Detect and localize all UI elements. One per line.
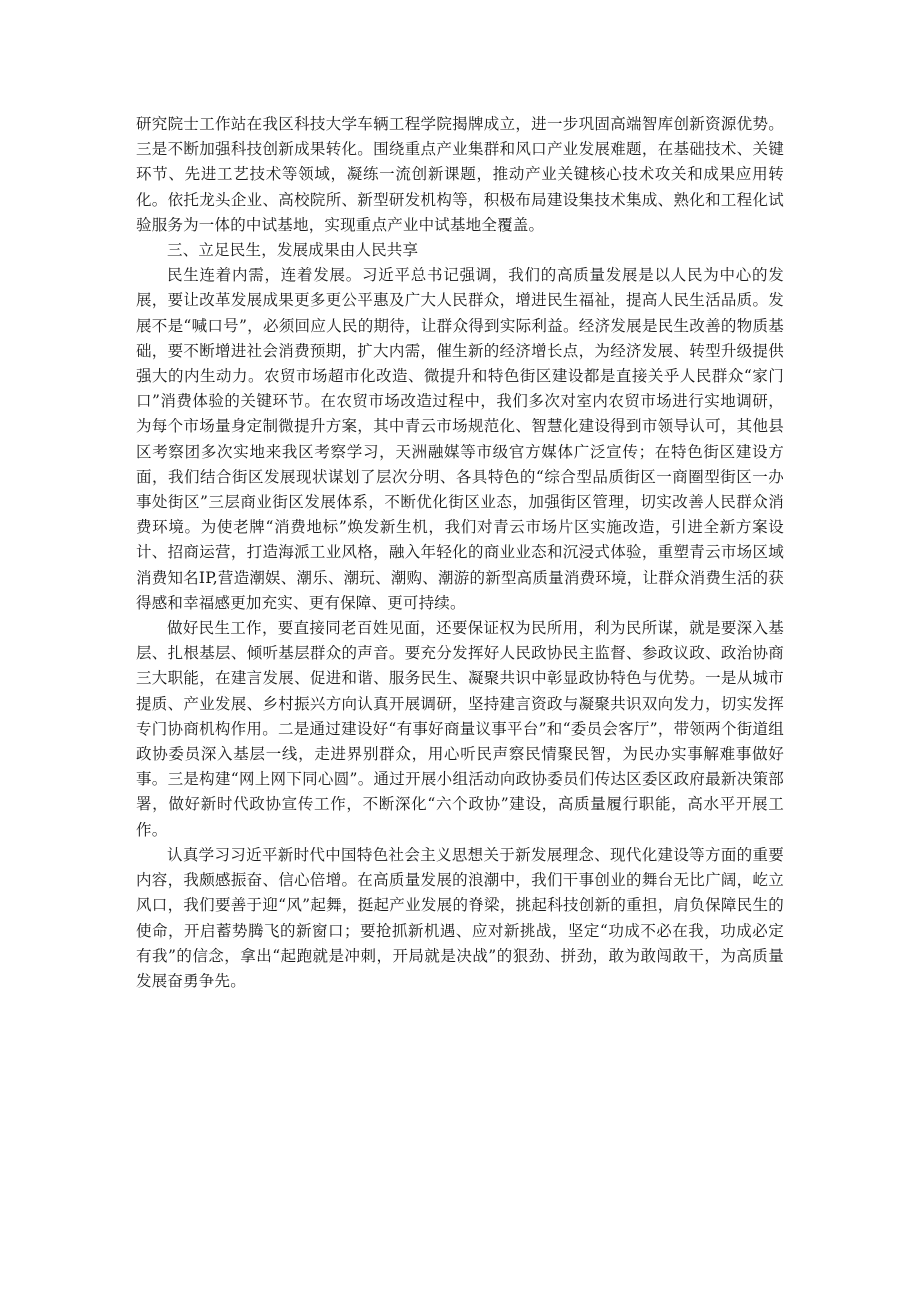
section-heading: 三、立足民生，发展成果由人民共享 bbox=[167, 241, 419, 260]
paragraph-continuation: 研究院士工作站在我区科技大学车辆工程学院揭牌成立，进一步巩固高端智库创新资源优势。三是不断加强科技创新成果转化。围绕重点产业集群和风口产业发展难题，在基础技术、关键环节、先进工艺技术等领域，凝练一流创新课题，推动产业关键核心技术攻关和成果应用转化。依托龙头企业、高校院所、新型研发机构等，积极布局建设集技术集成、熟化和工程化试验服务为一体的中试基地，实现重点产业中试基地全覆盖。 bbox=[136, 115, 784, 234]
paragraph-livelihood: 民生连着内需，连着发展。习近平总书记强调，我们的高质量发展是以人民为中心的发展，要让改革发展成果更多更公平惠及广大人民群众，增进民生福祉，提高人民生活品质。发展不是“喊口号”，必须回应人民的期待，让群众得到实际利益。经济发展是民生改善的物质基础，要不断增进社会消费预期，扩大内需，催生新的经济增长点，为经济发展、转型升级提供强大的内生动力。农贸市场超市化改造、微提升和特色街区建设都是直接关乎人民群众“家门口”消费体验的关键环节。在农贸市场改造过程中，我们多次对室内农贸市场进行实地调研，为每个市场量身定制微提升方案，其中青云市场规范化、智慧化建设得到市领导认可，其他县区考察团多次实地来我区考察学习，天洲融媒等市级官方媒体广泛宣传；在特色街区建设方面，我们结合街区发展现状谋划了层次分明、各具特色的“综合型品质街区一商圈型街区一办事处街区”三层商业街区发展体系，不断优化街区业态，加强街区管理，切实改善人民群众消费环境。为使老牌“消费地标”焕发新生机，我们对青云市场片区实施改造，引进全新方案设计、招商运营，打造海派工业风格，融入年轻化的商业业态和沉浸式体验，重塑青云市场区域消费知名IP,营造潮娱、潮乐、潮玩、潮购、潮游的新型高质量消费环境，让群众消费生活的获得感和幸福感更加充实、更有保障、更可持续。 bbox=[136, 266, 784, 612]
paragraph-cppcc-work: 做好民生工作，要直接同老百姓见面，还要保证权为民所用，利为民所谋，就是要深入基层、扎根基层、倾听基层群众的声音。要充分发挥好人民政协民主监督、参政议政、政治协商三大职能，在建言发展、促进和谐、服务民生、凝聚共识中彰显政协特色与优势。一是从城市提质、产业发展、乡村振兴方向认真开展调研，坚持建言资政与凝聚共识双向发力，切实发挥专门协商机构作用。二是通过建设好“有事好商量议事平台”和“委员会客厅”，带领两个街道组政协委员深入基层一线，走进界别群众，用心听民声察民情聚民智，为民办实事解难事做好事。三是构建“网上网下同心圆”。通过开展小组活动向政协委员们传达区委区政府最新决策部署，做好新时代政协宣传工作，不断深化“六个政协”建设，高质量履行职能，高水平开展工作。 bbox=[136, 619, 784, 839]
paragraph-conclusion: 认真学习习近平新时代中国特色社会主义思想关于新发展理念、现代化建设等方面的重要内容，我颇感振奋、信心倍增。在高质量发展的浪潮中，我们干事创业的舞台无比广阔，屹立风口，我们要善于迎“风”起舞，挺起产业发展的脊梁，挑起科技创新的重担，肩负保障民生的使命，开启蓄势腾飞的新窗口；要抢抓新机遇、应对新挑战，坚定“功成不必在我，功成必定有我”的信念，拿出“起跑就是冲刺，开局就是决战”的狠劲、拼劲，敢为敢闯敢干，为高质量发展奋勇争先。 bbox=[136, 845, 784, 990]
document-body bbox=[136, 112, 784, 994]
